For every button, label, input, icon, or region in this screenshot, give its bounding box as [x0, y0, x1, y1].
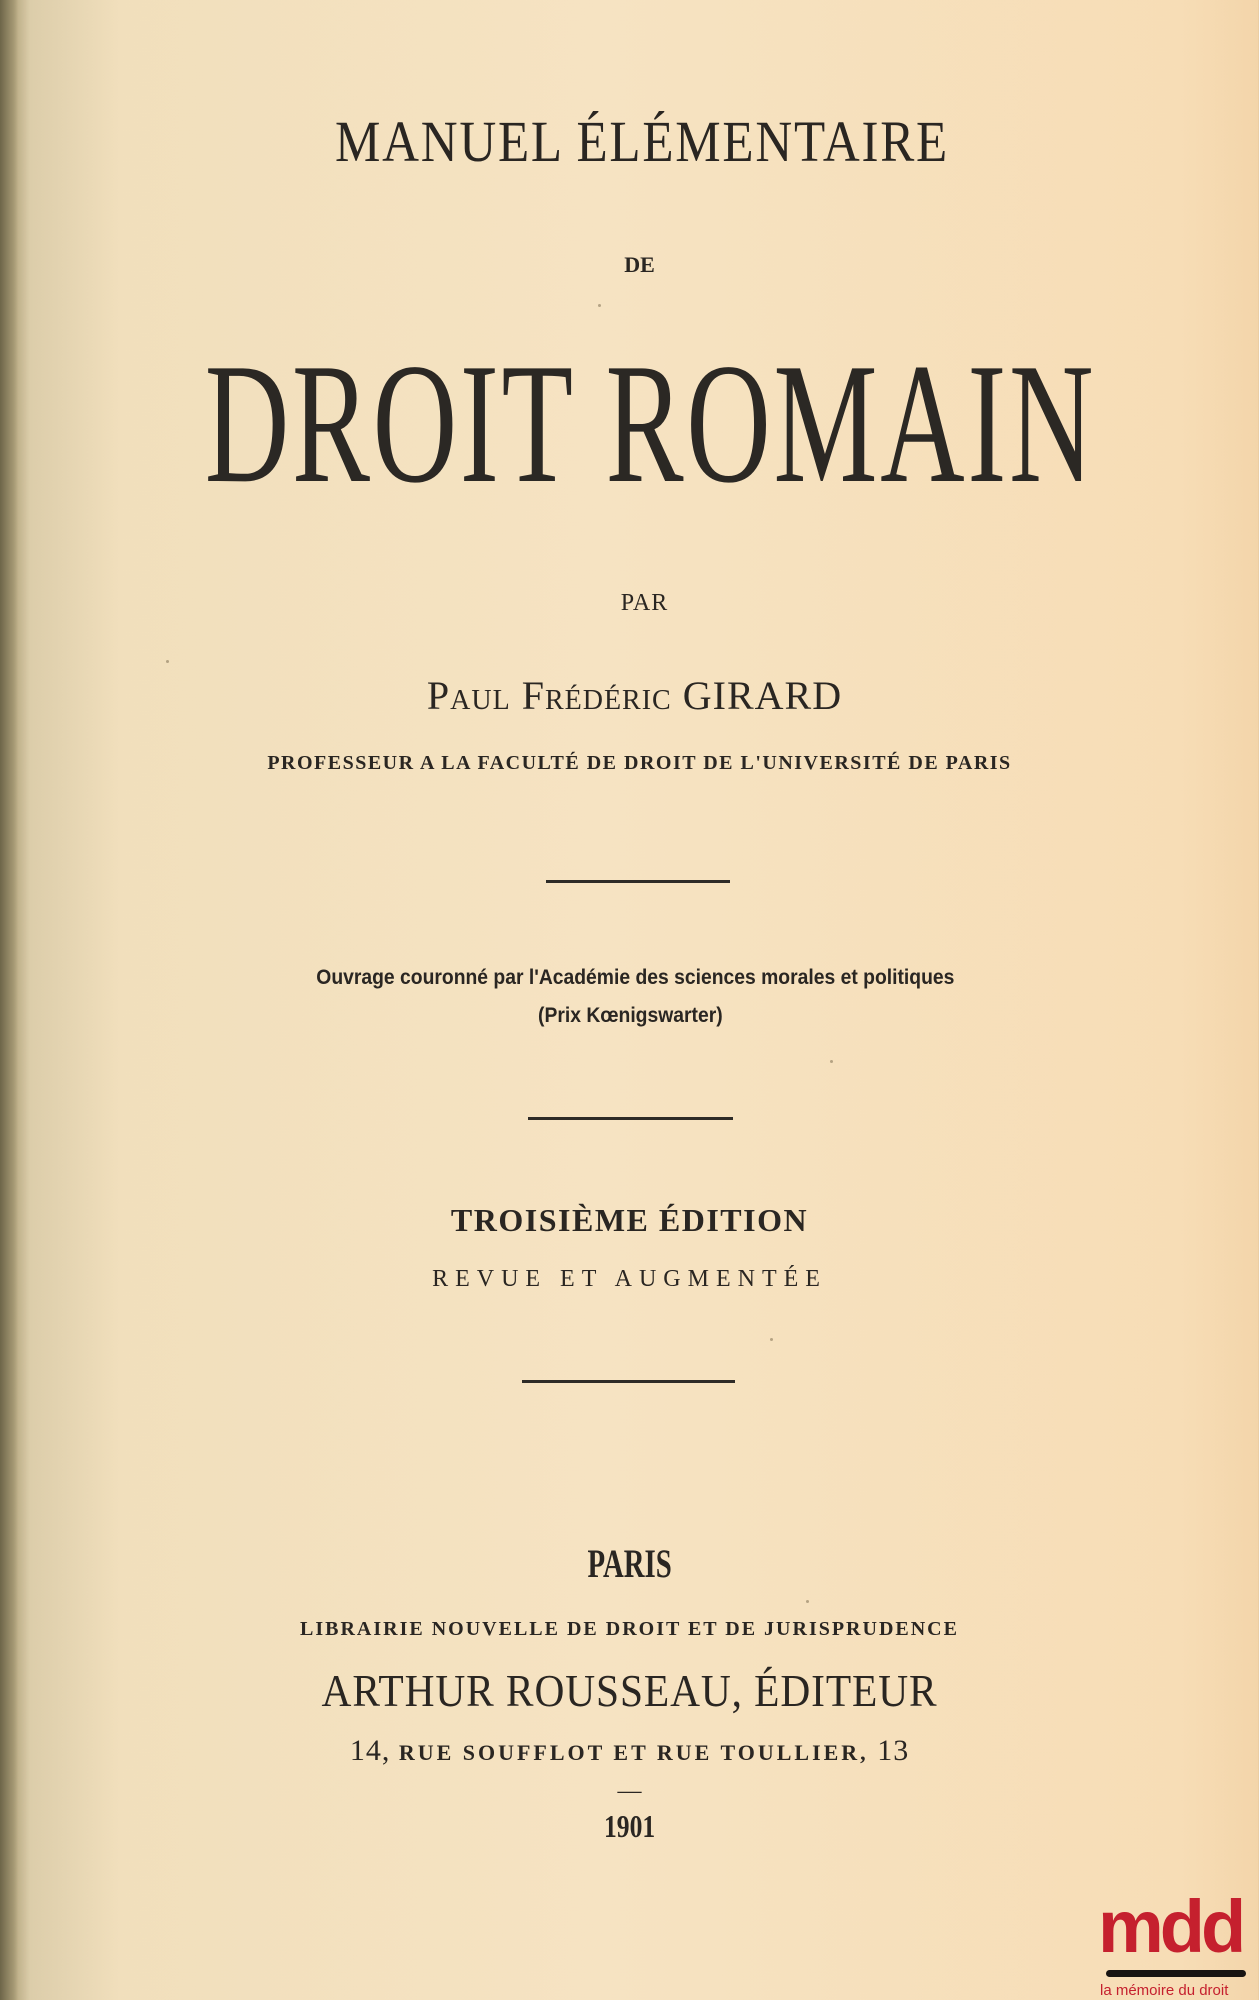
divider-rule-1: [546, 880, 730, 883]
paper-speck: [770, 1338, 773, 1341]
author-name: [5, 672, 1259, 719]
divider-rule-3: [522, 1380, 735, 1383]
paper-speck: [830, 1060, 833, 1063]
imprint-publisher: ARTHUR ROUSSEAU, ÉDITEUR: [321, 1665, 938, 1716]
author-position: PROFESSEUR A LA FACULTÉ DE DROIT DE L'UNIVERSITÉ DE PARIS: [267, 752, 1012, 774]
mdd-watermark-logo: [1098, 1885, 1248, 2000]
publication-year: 1901: [604, 1808, 656, 1844]
binding-gutter-shadow: [0, 0, 18, 2000]
divider-rule-2: [528, 1117, 733, 1120]
main-title: DROIT ROMAIN: [204, 329, 1097, 519]
imprint-separator: —: [617, 1778, 642, 1804]
award-line-1: Ouvrage couronné par l'Académie des sciences morales et politiques: [316, 966, 955, 989]
paper-speck: [806, 1600, 809, 1603]
imprint-bookshop: LIBRAIRIE NOUVELLE DE DROIT ET DE JURISPRUDENCE: [300, 1618, 959, 1640]
paper-speck: [166, 660, 169, 663]
by-label: PAR: [620, 590, 669, 616]
mdd-logo-mark: mdd: [1098, 1885, 1243, 1968]
author-first-names: Paul Frédéric: [426, 673, 672, 718]
author-surname: GIRARD: [682, 673, 843, 718]
address-streets: RUE SOUFFLOT ET RUE TOULLIER,: [398, 1740, 869, 1765]
address-number-right: 13: [877, 1734, 910, 1767]
mdd-logo-tagline: la mémoire du droit: [1100, 1982, 1229, 1999]
mdd-logo-bar: [1106, 1970, 1246, 1977]
title-line-1: MANUEL ÉLÉMENTAIRE: [334, 109, 949, 174]
award-line-2: (Prix Kœnigswarter): [538, 1004, 723, 1027]
paper-speck: [598, 304, 601, 307]
edition-label: TROISIÈME ÉDITION: [450, 1202, 809, 1238]
imprint-city: PARIS: [587, 1541, 672, 1586]
edition-note: REVUE ET AUGMENTÉE: [432, 1266, 827, 1292]
imprint-address: [0, 1734, 1259, 1768]
address-number-left: 14,: [349, 1734, 391, 1767]
title-connector: DE: [624, 252, 655, 277]
